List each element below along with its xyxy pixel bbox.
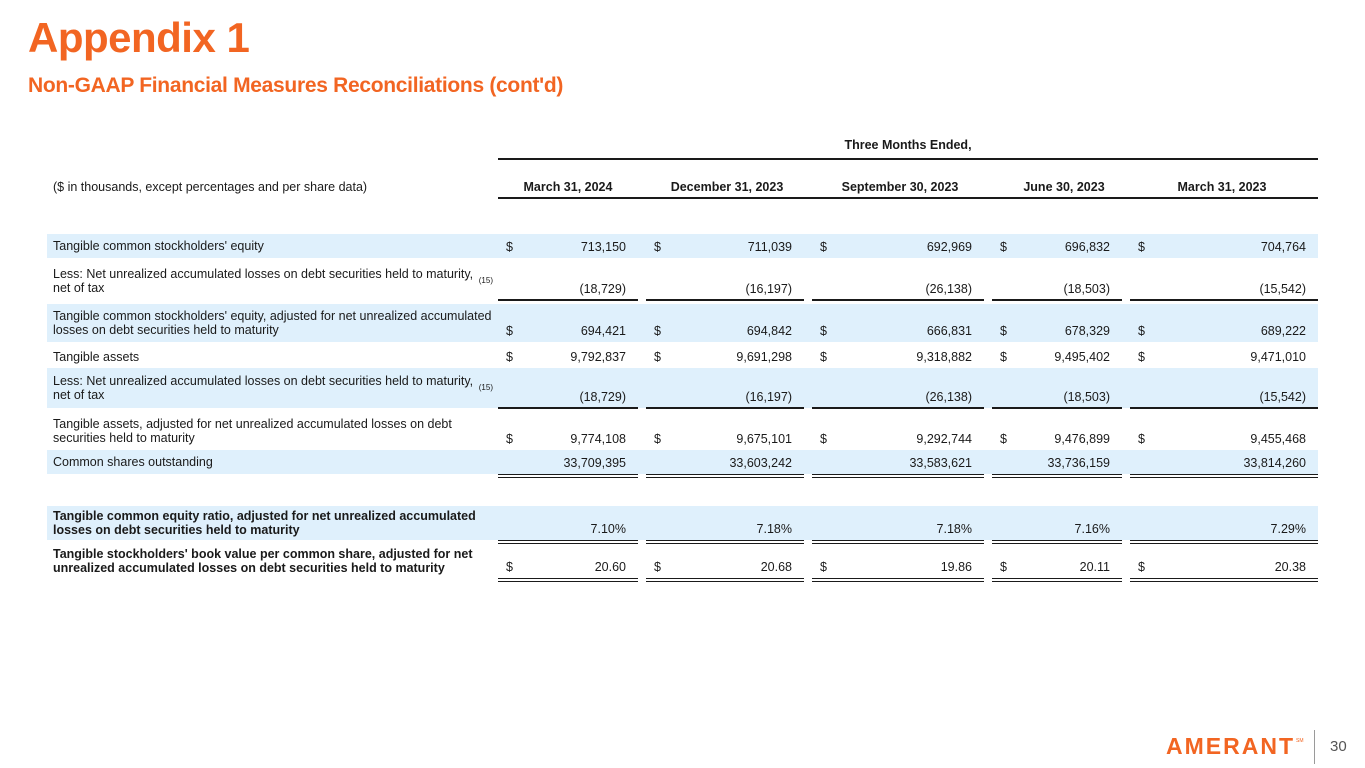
table-cell: [1130, 506, 1318, 540]
row-label-text: Tangible common equity ratio, adjusted for net unrealized accumulated losses on debt securities held to maturity: [53, 509, 476, 537]
row-label: [53, 368, 493, 408]
cell-value: 694,842: [746, 324, 792, 338]
column-header: June 30, 2023: [1023, 180, 1105, 194]
currency-symbol: $: [1138, 560, 1145, 574]
table-cell: [498, 304, 638, 342]
currency-symbol: $: [1000, 350, 1007, 364]
table-row: [47, 304, 1318, 342]
table-cell: [1130, 412, 1318, 450]
table-cell: [992, 262, 1122, 300]
table-cell: [992, 346, 1122, 368]
logo-trademark: SM: [1296, 738, 1304, 744]
currency-symbol: $: [1000, 560, 1007, 574]
cell-value: 666,831: [926, 324, 972, 338]
cell-value: 33,736,159: [1047, 456, 1110, 470]
double-underline-rule: [498, 474, 638, 478]
footer-divider: [1314, 730, 1315, 764]
underline-rule: [812, 299, 984, 301]
currency-symbol: $: [654, 240, 661, 254]
table-cell: [992, 506, 1122, 540]
underline-rule: [992, 299, 1122, 301]
cell-value: 696,832: [1064, 240, 1110, 254]
table-cell: [1130, 304, 1318, 342]
row-label-text: Tangible assets, adjusted for net unrealized accumulated losses on debt securities held to maturity: [53, 417, 452, 445]
currency-symbol: $: [1000, 324, 1007, 338]
page-title: Appendix 1: [28, 14, 250, 61]
cell-value: 7.10%: [590, 522, 626, 536]
cell-value: 9,476,899: [1054, 432, 1110, 446]
column-header: December 31, 2023: [670, 180, 784, 194]
cell-value: 9,455,468: [1250, 432, 1306, 446]
currency-symbol: $: [654, 350, 661, 364]
span-header: Three Months Ended,: [498, 138, 1318, 160]
table-row: [47, 346, 1318, 368]
row-label: [53, 346, 493, 368]
table-row: [47, 412, 1318, 450]
table-cell: [812, 412, 984, 450]
table-cell: [646, 368, 804, 408]
currency-symbol: $: [506, 432, 513, 446]
currency-symbol: $: [820, 350, 827, 364]
table-cell: [992, 450, 1122, 474]
footnote-marker: (15): [478, 383, 493, 392]
table-cell: [992, 368, 1122, 408]
table-row: [47, 450, 1318, 474]
cell-value: (16,197): [745, 390, 792, 404]
amerant-logo: [1166, 735, 1306, 762]
double-underline-rule: [812, 578, 984, 582]
currency-symbol: $: [1138, 350, 1145, 364]
underline-rule: [498, 299, 638, 301]
currency-symbol: $: [1138, 324, 1145, 338]
table-cell: [646, 412, 804, 450]
row-label-text: Tangible assets: [53, 350, 140, 364]
cell-value: 20.38: [1274, 560, 1306, 574]
table-cell: [498, 234, 638, 258]
row-label: [53, 304, 493, 342]
currency-symbol: $: [820, 240, 827, 254]
row-label: [53, 544, 493, 578]
underline-rule: [1130, 299, 1318, 301]
table-cell: [812, 450, 984, 474]
cell-value: 9,292,744: [916, 432, 972, 446]
row-label: [53, 412, 493, 450]
cell-value: 713,150: [580, 240, 626, 254]
table-cell: [812, 262, 984, 300]
underline-rule: [498, 407, 638, 409]
cell-value: 7.18%: [756, 522, 792, 536]
cell-value: (16,197): [745, 282, 792, 296]
cell-value: (15,542): [1259, 282, 1306, 296]
currency-symbol: $: [1138, 432, 1145, 446]
cell-value: (15,542): [1259, 390, 1306, 404]
currency-symbol: $: [820, 560, 827, 574]
table-cell: [1130, 450, 1318, 474]
underline-rule: [812, 407, 984, 409]
table-cell: [812, 234, 984, 258]
cell-value: 9,318,882: [916, 350, 972, 364]
cell-value: 20.68: [760, 560, 792, 574]
row-label-text: Tangible common stockholders' equity: [53, 239, 264, 253]
table-cell: [812, 544, 984, 578]
underline-rule: [646, 299, 804, 301]
cell-value: 7.16%: [1074, 522, 1110, 536]
cell-value: 689,222: [1260, 324, 1306, 338]
underline-rule: [646, 407, 804, 409]
double-underline-rule: [992, 474, 1122, 478]
cell-value: 33,709,395: [563, 456, 626, 470]
table-cell: [1130, 368, 1318, 408]
cell-value: 33,603,242: [729, 456, 792, 470]
double-underline-rule: [992, 578, 1122, 582]
table-cell: [1130, 234, 1318, 258]
cell-value: 33,583,621: [909, 456, 972, 470]
currency-symbol: $: [820, 324, 827, 338]
table-row: [47, 506, 1318, 540]
currency-symbol: $: [1138, 240, 1145, 254]
currency-symbol: $: [654, 324, 661, 338]
table-cell: [646, 506, 804, 540]
cell-value: 9,774,108: [570, 432, 626, 446]
logo-text: AMERANT: [1166, 735, 1295, 757]
table-cell: [498, 262, 638, 300]
table-cell: [646, 304, 804, 342]
page-number: 30: [1330, 738, 1347, 755]
cell-value: 7.18%: [936, 522, 972, 536]
currency-symbol: $: [1000, 432, 1007, 446]
cell-value: (18,729): [579, 390, 626, 404]
footnote-marker: (15): [478, 276, 493, 285]
table-cell: [498, 412, 638, 450]
column-header: September 30, 2023: [841, 180, 959, 194]
table-cell: [498, 450, 638, 474]
table-cell: [498, 368, 638, 408]
table-row: [47, 262, 1318, 300]
table-cell: [992, 412, 1122, 450]
amerant-logo-mark: [1166, 735, 1306, 757]
cell-value: 678,329: [1064, 324, 1110, 338]
row-label-text: Tangible stockholders' book value per common share, adjusted for net unrealized accumulated losses on debt securities held to maturity: [53, 547, 473, 575]
row-label-text: Less: Net unrealized accumulated losses on debt securities held to maturity, net of tax: [53, 267, 474, 295]
row-label: [53, 262, 493, 300]
cell-value: (18,503): [1063, 282, 1110, 296]
table-cell: [646, 346, 804, 368]
header-rule: [498, 197, 1318, 199]
page-subtitle: Non-GAAP Financial Measures Reconciliations (cont'd): [28, 74, 564, 97]
row-label-text: Tangible common stockholders' equity, adjusted for net unrealized accumulated losses on debt securities held to maturity: [53, 309, 492, 337]
table-row: [47, 544, 1318, 578]
currency-symbol: $: [1000, 240, 1007, 254]
double-underline-rule: [646, 578, 804, 582]
table-cell: [646, 262, 804, 300]
cell-value: (26,138): [925, 390, 972, 404]
table-row: [47, 234, 1318, 258]
cell-value: 9,495,402: [1054, 350, 1110, 364]
currency-symbol: $: [654, 432, 661, 446]
table-cell: [646, 450, 804, 474]
table-cell: [1130, 346, 1318, 368]
cell-value: 692,969: [926, 240, 972, 254]
table-cell: [812, 346, 984, 368]
table-row: [47, 368, 1318, 408]
cell-value: 20.11: [1079, 560, 1110, 574]
table-cell: [498, 346, 638, 368]
cell-value: 33,814,260: [1243, 456, 1306, 470]
double-underline-rule: [1130, 578, 1318, 582]
cell-value: 9,471,010: [1250, 350, 1306, 364]
table-cell: [1130, 262, 1318, 300]
table-cell: [646, 544, 804, 578]
cell-value: 711,039: [747, 240, 792, 254]
table-cell: [812, 506, 984, 540]
table-cell: [812, 304, 984, 342]
column-header: March 31, 2024: [523, 180, 613, 194]
currency-symbol: $: [506, 240, 513, 254]
row-label-text: Less: Net unrealized accumulated losses on debt securities held to maturity, net of tax: [53, 374, 474, 402]
cell-value: 7.29%: [1270, 522, 1306, 536]
underline-rule: [992, 407, 1122, 409]
row-label: [53, 234, 493, 258]
currency-symbol: $: [506, 324, 513, 338]
row-label: [53, 450, 493, 474]
double-underline-rule: [646, 474, 804, 478]
cell-value: 20.60: [594, 560, 626, 574]
cell-value: (18,503): [1063, 390, 1110, 404]
cell-value: 9,675,101: [736, 432, 792, 446]
cell-value: 694,421: [580, 324, 626, 338]
cell-value: 9,792,837: [570, 350, 626, 364]
table-cell: [498, 506, 638, 540]
currency-symbol: $: [654, 560, 661, 574]
table-cell: [498, 544, 638, 578]
table-cell: [812, 368, 984, 408]
row-label-text: Common shares outstanding: [53, 455, 213, 469]
double-underline-rule: [1130, 474, 1318, 478]
currency-symbol: $: [820, 432, 827, 446]
table-cell: [992, 304, 1122, 342]
column-header: March 31, 2023: [1177, 180, 1267, 194]
row-header-label: ($ in thousands, except percentages and per share data): [53, 180, 368, 194]
table-cell: [992, 544, 1122, 578]
table-cell: [646, 234, 804, 258]
underline-rule: [1130, 407, 1318, 409]
cell-value: 704,764: [1260, 240, 1306, 254]
table-cell: [1130, 544, 1318, 578]
cell-value: 9,691,298: [736, 350, 792, 364]
cell-value: 19.86: [940, 560, 972, 574]
currency-symbol: $: [506, 560, 513, 574]
cell-value: (18,729): [579, 282, 626, 296]
table-cell: [992, 234, 1122, 258]
cell-value: (26,138): [925, 282, 972, 296]
double-underline-rule: [812, 474, 984, 478]
currency-symbol: $: [506, 350, 513, 364]
row-label: [53, 506, 493, 540]
double-underline-rule: [498, 578, 638, 582]
